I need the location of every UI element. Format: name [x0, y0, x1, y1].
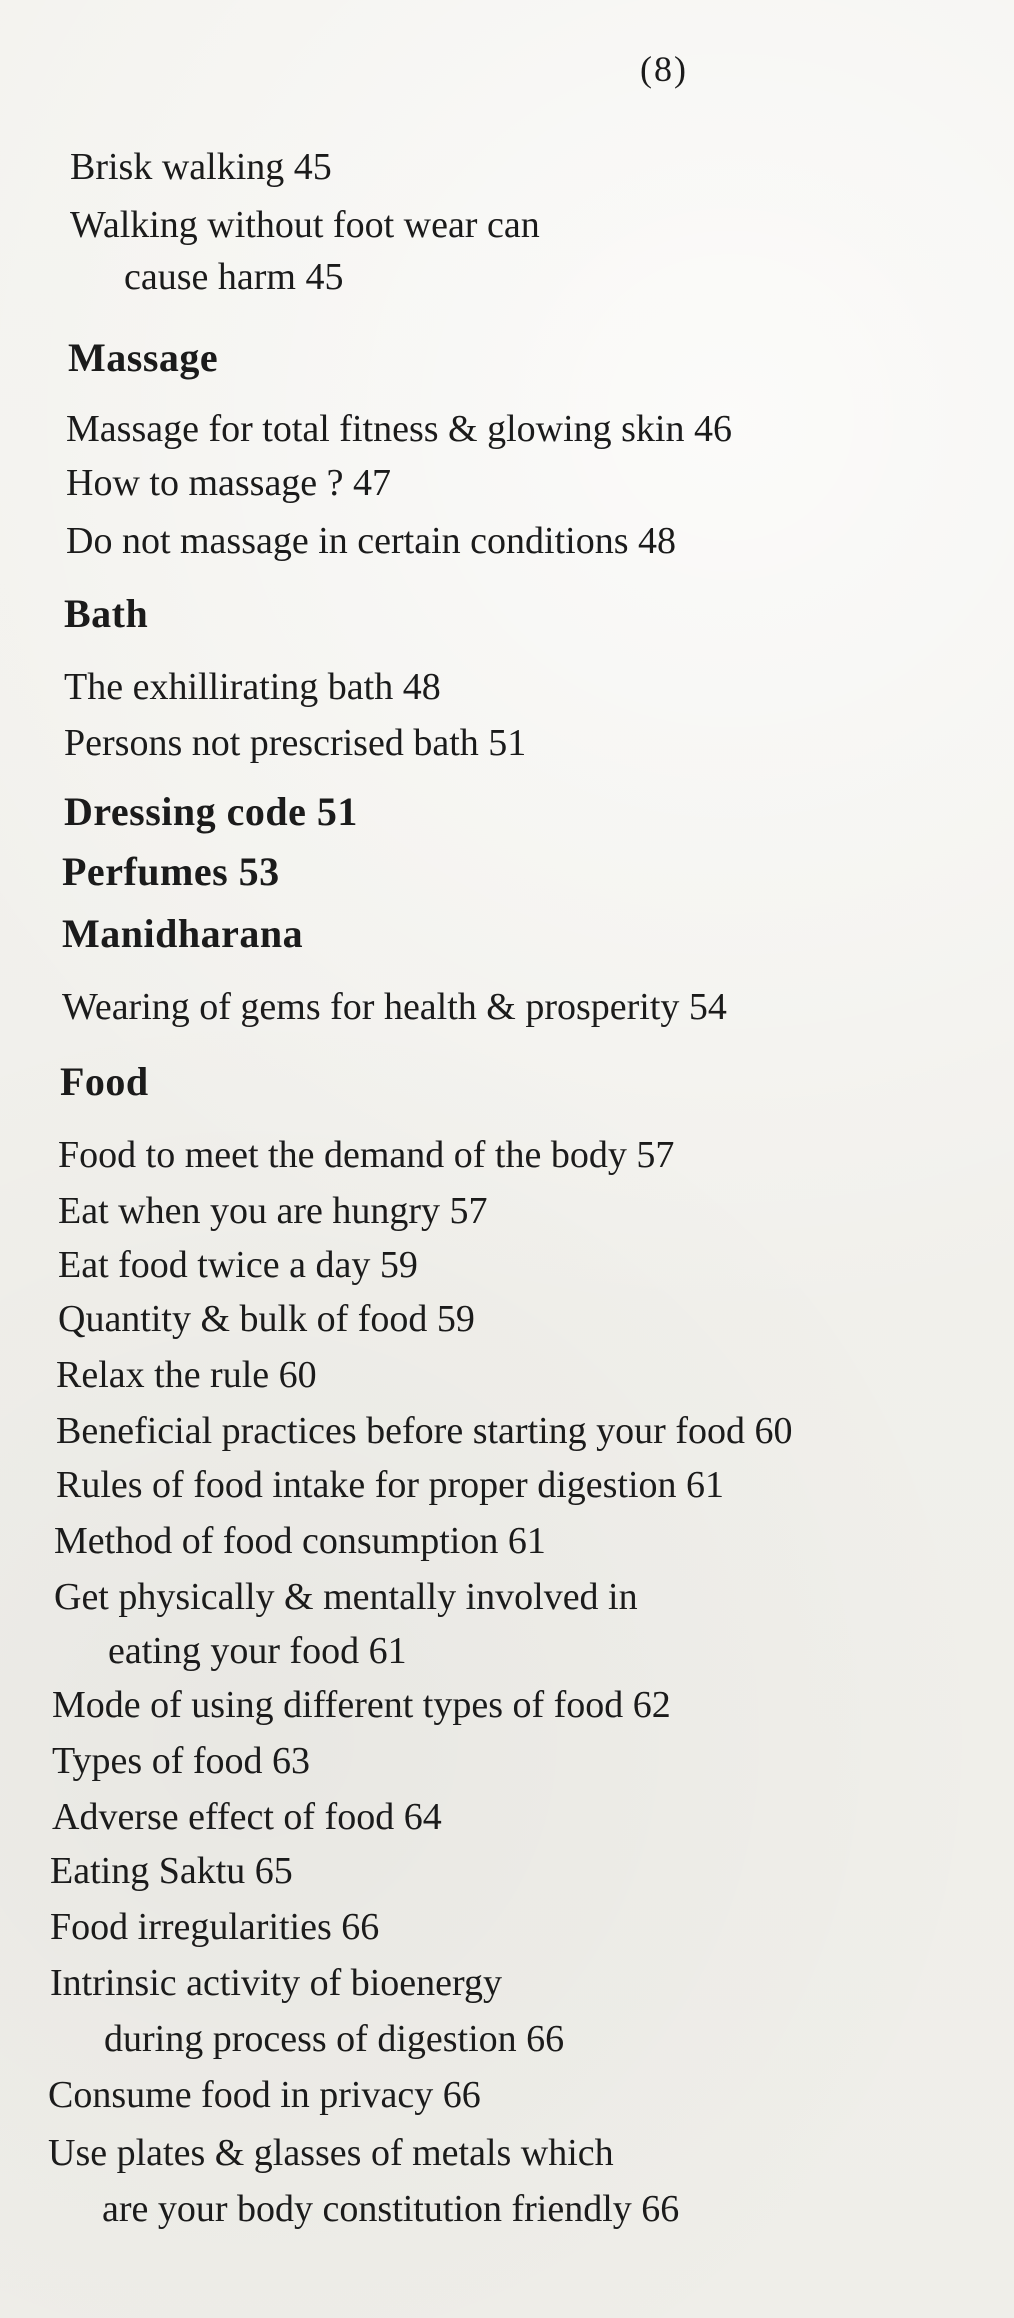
section-heading: Dressing code 51	[64, 789, 358, 834]
toc-entry: Mode of using different types of food 62	[52, 1684, 671, 1726]
toc-entry: Walking without foot wear can	[70, 204, 540, 246]
section-heading: Perfumes 53	[62, 849, 280, 894]
toc-entry: Relax the rule 60	[56, 1354, 317, 1396]
toc-entry: Types of food 63	[52, 1740, 311, 1782]
toc-entry: Use plates & glasses of metals which	[48, 2132, 614, 2174]
toc-entry: Get physically & mentally involved in	[54, 1576, 638, 1618]
toc-entry: How to massage ? 47	[66, 462, 392, 504]
page-number: (8)	[640, 49, 688, 89]
toc-entry-continuation: are your body constitution friendly 66	[102, 2188, 680, 2230]
toc-entry: The exhillirating bath 48	[64, 666, 441, 708]
toc-entry: Food to meet the demand of the body 57	[58, 1134, 675, 1176]
toc-entry: Eating Saktu 65	[50, 1850, 293, 1892]
toc-entry: Adverse effect of food 64	[52, 1796, 442, 1838]
toc-entry: Rules of food intake for proper digestion 61	[56, 1464, 725, 1506]
section-heading: Massage	[68, 335, 219, 380]
toc-entry-continuation: eating your food 61	[108, 1630, 407, 1672]
toc-entry: Brisk walking 45	[70, 146, 332, 188]
toc-entry: Quantity & bulk of food 59	[58, 1298, 475, 1340]
toc-entry: Consume food in privacy 66	[48, 2074, 481, 2116]
toc-entry: Food irregularities 66	[50, 1906, 380, 1948]
toc-entry: Intrinsic activity of bioenergy	[50, 1962, 503, 2004]
section-heading: Bath	[64, 591, 149, 636]
toc-entry-continuation: during process of digestion 66	[104, 2018, 565, 2060]
toc-entry-continuation: cause harm 45	[124, 256, 344, 298]
toc-entry: Massage for total fitness & glowing skin 46	[66, 408, 732, 450]
section-heading: Food	[60, 1059, 149, 1104]
toc-entry: Do not massage in certain conditions 48	[66, 520, 676, 562]
toc-entry: Eat food twice a day 59	[58, 1244, 418, 1286]
toc-entry: Wearing of gems for health & prosperity 54	[62, 986, 727, 1028]
toc-entry: Eat when you are hungry 57	[58, 1190, 488, 1232]
section-heading: Manidharana	[62, 911, 304, 956]
toc-entry: Method of food consumption 61	[54, 1520, 546, 1562]
toc-entry: Persons not prescrised bath 51	[64, 722, 527, 764]
toc-entry: Beneficial practices before starting your food 60	[56, 1410, 793, 1452]
